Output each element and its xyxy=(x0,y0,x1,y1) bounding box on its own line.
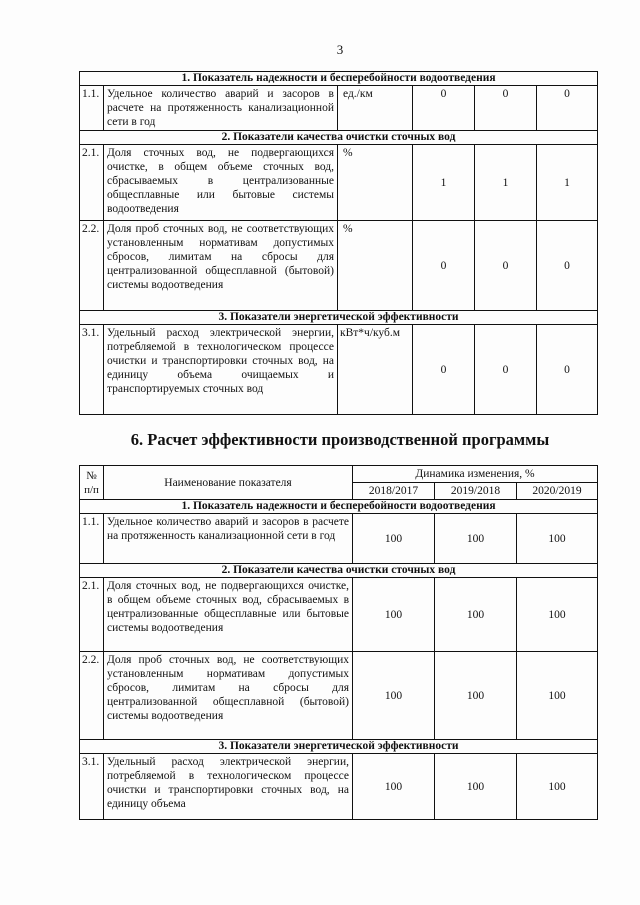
indicator-name: Удельное количество аварий и засоров в расчете на протяженность канализационной сети в год xyxy=(104,514,353,564)
value-cell: 100 xyxy=(353,578,435,652)
table-row xyxy=(80,325,598,415)
value-cell: 0 xyxy=(537,325,598,415)
value-cell: 0 xyxy=(475,86,537,131)
value-cell: 1 xyxy=(475,145,537,221)
row-number: 2.2. xyxy=(80,221,104,311)
table-row xyxy=(80,221,598,311)
header-year: 2020/2019 xyxy=(517,483,598,500)
value-cell: 100 xyxy=(353,754,435,820)
header-dynamics: Динамика изменения, % xyxy=(353,466,598,483)
section-title: 1. Показатель надежности и бесперебойности водоотведения xyxy=(80,72,598,86)
value-cell: 100 xyxy=(353,652,435,740)
indicator-name: Удельный расход электрической энергии, потребляемой в технологическом процессе очистки и транспортировки сточных вод, на единицу объема xyxy=(104,754,353,820)
value-cell: 100 xyxy=(435,754,517,820)
row-number: 3.1. xyxy=(80,754,104,820)
unit-cell: % xyxy=(338,221,413,311)
row-number: 2.2. xyxy=(80,652,104,740)
unit-cell: кВт*ч/куб.м xyxy=(338,325,413,415)
page-number: 3 xyxy=(336,42,344,57)
value-cell: 100 xyxy=(517,514,598,564)
value-cell: 100 xyxy=(435,652,517,740)
header-indicator: Наименование показателя xyxy=(104,466,353,500)
section-title: 3. Показатели энергетической эффективности xyxy=(80,311,598,325)
table-row xyxy=(80,145,598,221)
indicator-name: Доля сточных вод, не подвергающихся очистке, в общем объеме сточных вод, сбрасываемых в централизованные общесплавные или бытовые системы водоотведения xyxy=(104,145,338,221)
row-number: 2.1. xyxy=(80,145,104,221)
value-cell: 100 xyxy=(353,514,435,564)
indicators-table xyxy=(79,71,598,415)
section-title: 2. Показатели качества очистки сточных вод xyxy=(80,564,598,578)
value-cell: 100 xyxy=(517,754,598,820)
value-cell: 0 xyxy=(413,325,475,415)
value-cell: 1 xyxy=(537,145,598,221)
section-title: 2. Показатели качества очистки сточных вод xyxy=(80,131,598,145)
row-number: 1.1. xyxy=(80,86,104,131)
row-number: 1.1. xyxy=(80,514,104,564)
indicator-name: Доля сточных вод, не подвергающихся очистке, в общем объеме сточных вод, сбрасываемых в централизованные общесплавные или бытовые системы водоотведения xyxy=(104,578,353,652)
unit-cell: % xyxy=(338,145,413,221)
value-cell: 0 xyxy=(475,325,537,415)
table-row xyxy=(80,86,598,131)
table-row xyxy=(80,754,598,820)
section-heading: 6. Расчет эффективности производственной программы xyxy=(130,430,550,449)
value-cell: 0 xyxy=(475,221,537,311)
value-cell: 0 xyxy=(537,86,598,131)
indicator-name: Доля проб сточных вод, не соответствующих установленным нормативам допустимых сбросов, лимитам на сбросы для централизованной общесплавной (бытовой) системы водоотведения xyxy=(104,221,338,311)
table-row xyxy=(80,578,598,652)
indicator-name: Удельный расход электрической энергии, потребляемой в технологическом процессе очистки и транспортировки сточных вод, на единицу объема очищаемых и транспортируемых сточных вод xyxy=(104,325,338,415)
value-cell: 100 xyxy=(517,652,598,740)
header-year: 2019/2018 xyxy=(435,483,517,500)
value-cell: 100 xyxy=(517,578,598,652)
value-cell: 0 xyxy=(413,86,475,131)
row-number: 2.1. xyxy=(80,578,104,652)
row-number: 3.1. xyxy=(80,325,104,415)
indicator-name: Удельное количество аварий и засоров в расчете на протяженность канализационной сети в год xyxy=(104,86,338,131)
section-title: 3. Показатели энергетической эффективности xyxy=(80,740,598,754)
value-cell: 100 xyxy=(435,578,517,652)
unit-cell: ед./км xyxy=(338,86,413,131)
value-cell: 0 xyxy=(413,221,475,311)
section-title: 1. Показатель надежности и бесперебойности водоотведения xyxy=(80,500,598,514)
table-row xyxy=(80,652,598,740)
table-row xyxy=(80,514,598,564)
header-year: 2018/2017 xyxy=(353,483,435,500)
value-cell: 100 xyxy=(435,514,517,564)
indicator-name: Доля проб сточных вод, не соответствующих установленным нормативам допустимых сбросов, лимитам на сбросы для централизованной общесплавной (бытовой) системы водоотведения xyxy=(104,652,353,740)
header-number: № п/п xyxy=(80,466,104,500)
value-cell: 1 xyxy=(413,145,475,221)
value-cell: 0 xyxy=(537,221,598,311)
efficiency-table xyxy=(79,465,598,820)
